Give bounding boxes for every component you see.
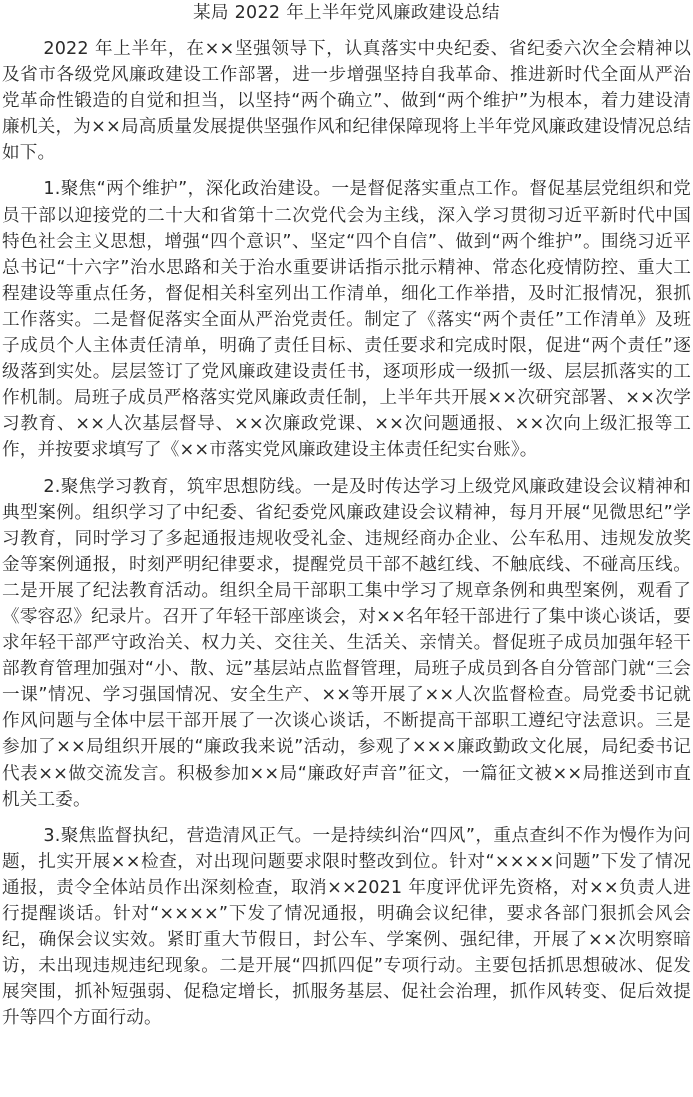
document-title: 某局 2022 年上半年党风廉政建设总结 xyxy=(193,3,500,23)
paragraph-political-building: 1.聚焦“两个维护”，深化政治建设。一是督促落实重点工作。督促基层党组织和党员干部以迎接党的二十大和省第十二次党代会为主线，深入学习贯彻习近平新时代中国特色社会主义思想，增强“四个意识”、坚定“四个自信”、做到“两个维护”。围绕习近平总书记“十六字”治水思路和关于治水重要讲话指示批示精神、常态化疫情防控、重大工程建设等重点任务，督促相关科室列出工作清单，细化工作举措，及时汇报情况，狠抓工作落实。二是督促落实全面从严治党责任。制定了《落实“两个责任”工作清单》及班子成员个人主体责任清单，明确了责任目标、责任要求和完成时限，促进“两个责任”逐级落到实处。层层签订了党风廉政建设责任书，逐项形成一级抓一级、层层抓落实的工作机制。局班子成员严格落实党风廉政责任制，上半年共开展××次研究部署、××次学习教育、××人次基层督导、××次廉政党课、××次问题通报、××次向上级汇报等工作，并按要求填写了《××市落实党风廉政建设主体责任纪实台账》。 xyxy=(2,179,691,461)
paragraph-supervision: 3.聚焦监督执纪，营造清风正气。一是持续纠治“四风”，重点查纠不作为慢作为问题，扎实开展××检查，对出现问题要求限时整改到位。针对“××××问题”下发了情况通报，责令全体站员作出深刻检查，取消××2021 年度评优评先资格，对××负责人进行提醒谈话。针对“××××”下发了情况通报，明确会议纪律，要求各部门狠抓会风会纪，确保会议实效。紧盯重大节假日，封公车、学案例、强纪律，开展了××次明察暗访，未出现违规违纪现象。二是开展“四抓四促”专项行动。主要包括抓思想破冰、促发展突围，抓补短强弱、促稳定增长，抓服务基层、促社会治理，抓作风转变、促后效提升等四个方面行动。 xyxy=(2,825,691,1029)
paragraph-study-education: 2.聚焦学习教育，筑牢思想防线。一是及时传达学习上级党风廉政建设会议精神和典型案例。组织学习了中纪委、省纪委党风廉政建设会议精神，每月开展“见微思纪”学习教育，同时学习了多起通报违规收受礼金、违规经商办企业、公车私用、违规发放奖金等案例通报，时刻严明纪律要求，提醒党员干部不越红线、不触底线、不碰高压线。二是开展了纪法教育活动。组织全局干部职工集中学习了规章条例和典型案例，观看了《零容忍》纪录片。召开了年轻干部座谈会，对××名年轻干部进行了集中谈心谈话，要求年轻干部严守政治关、权力关、交往关、生活关、亲情关。督促班子成员加强年轻干部教育管理加强对“小、散、远”基层站点监督管理，局班子成员到各自分管部门就“三会一课”情况、学习强国情况、安全生产、××等开展了××人次监督检查。局党委书记就作风问题与全体中层干部开展了一次谈心谈话，不断提高干部职工遵纪守法意识。三是参加了××局组织开展的“廉政我来说”活动，参观了×××廉政勤政文化展，局纪委书记代表××做交流发言。积极参加××局“廉政好声音”征文，一篇征文被××局推送到市直机关工委。 xyxy=(2,476,691,810)
paragraph-intro: 2022 年上半年，在××坚强领导下，认真落实中央纪委、省纪委六次全会精神以及省市各级党风廉政建设工作部署，进一步增强坚持自我革命、推进新时代全面从严治党革命性锻造的自觉和担当，以坚持“两个确立”、做到“两个维护”为根本，着力建设清廉机关，为××局高质量发展提供坚强作风和纪律保障现将上半年党风廉政建设情况总结如下。 xyxy=(2,39,691,164)
